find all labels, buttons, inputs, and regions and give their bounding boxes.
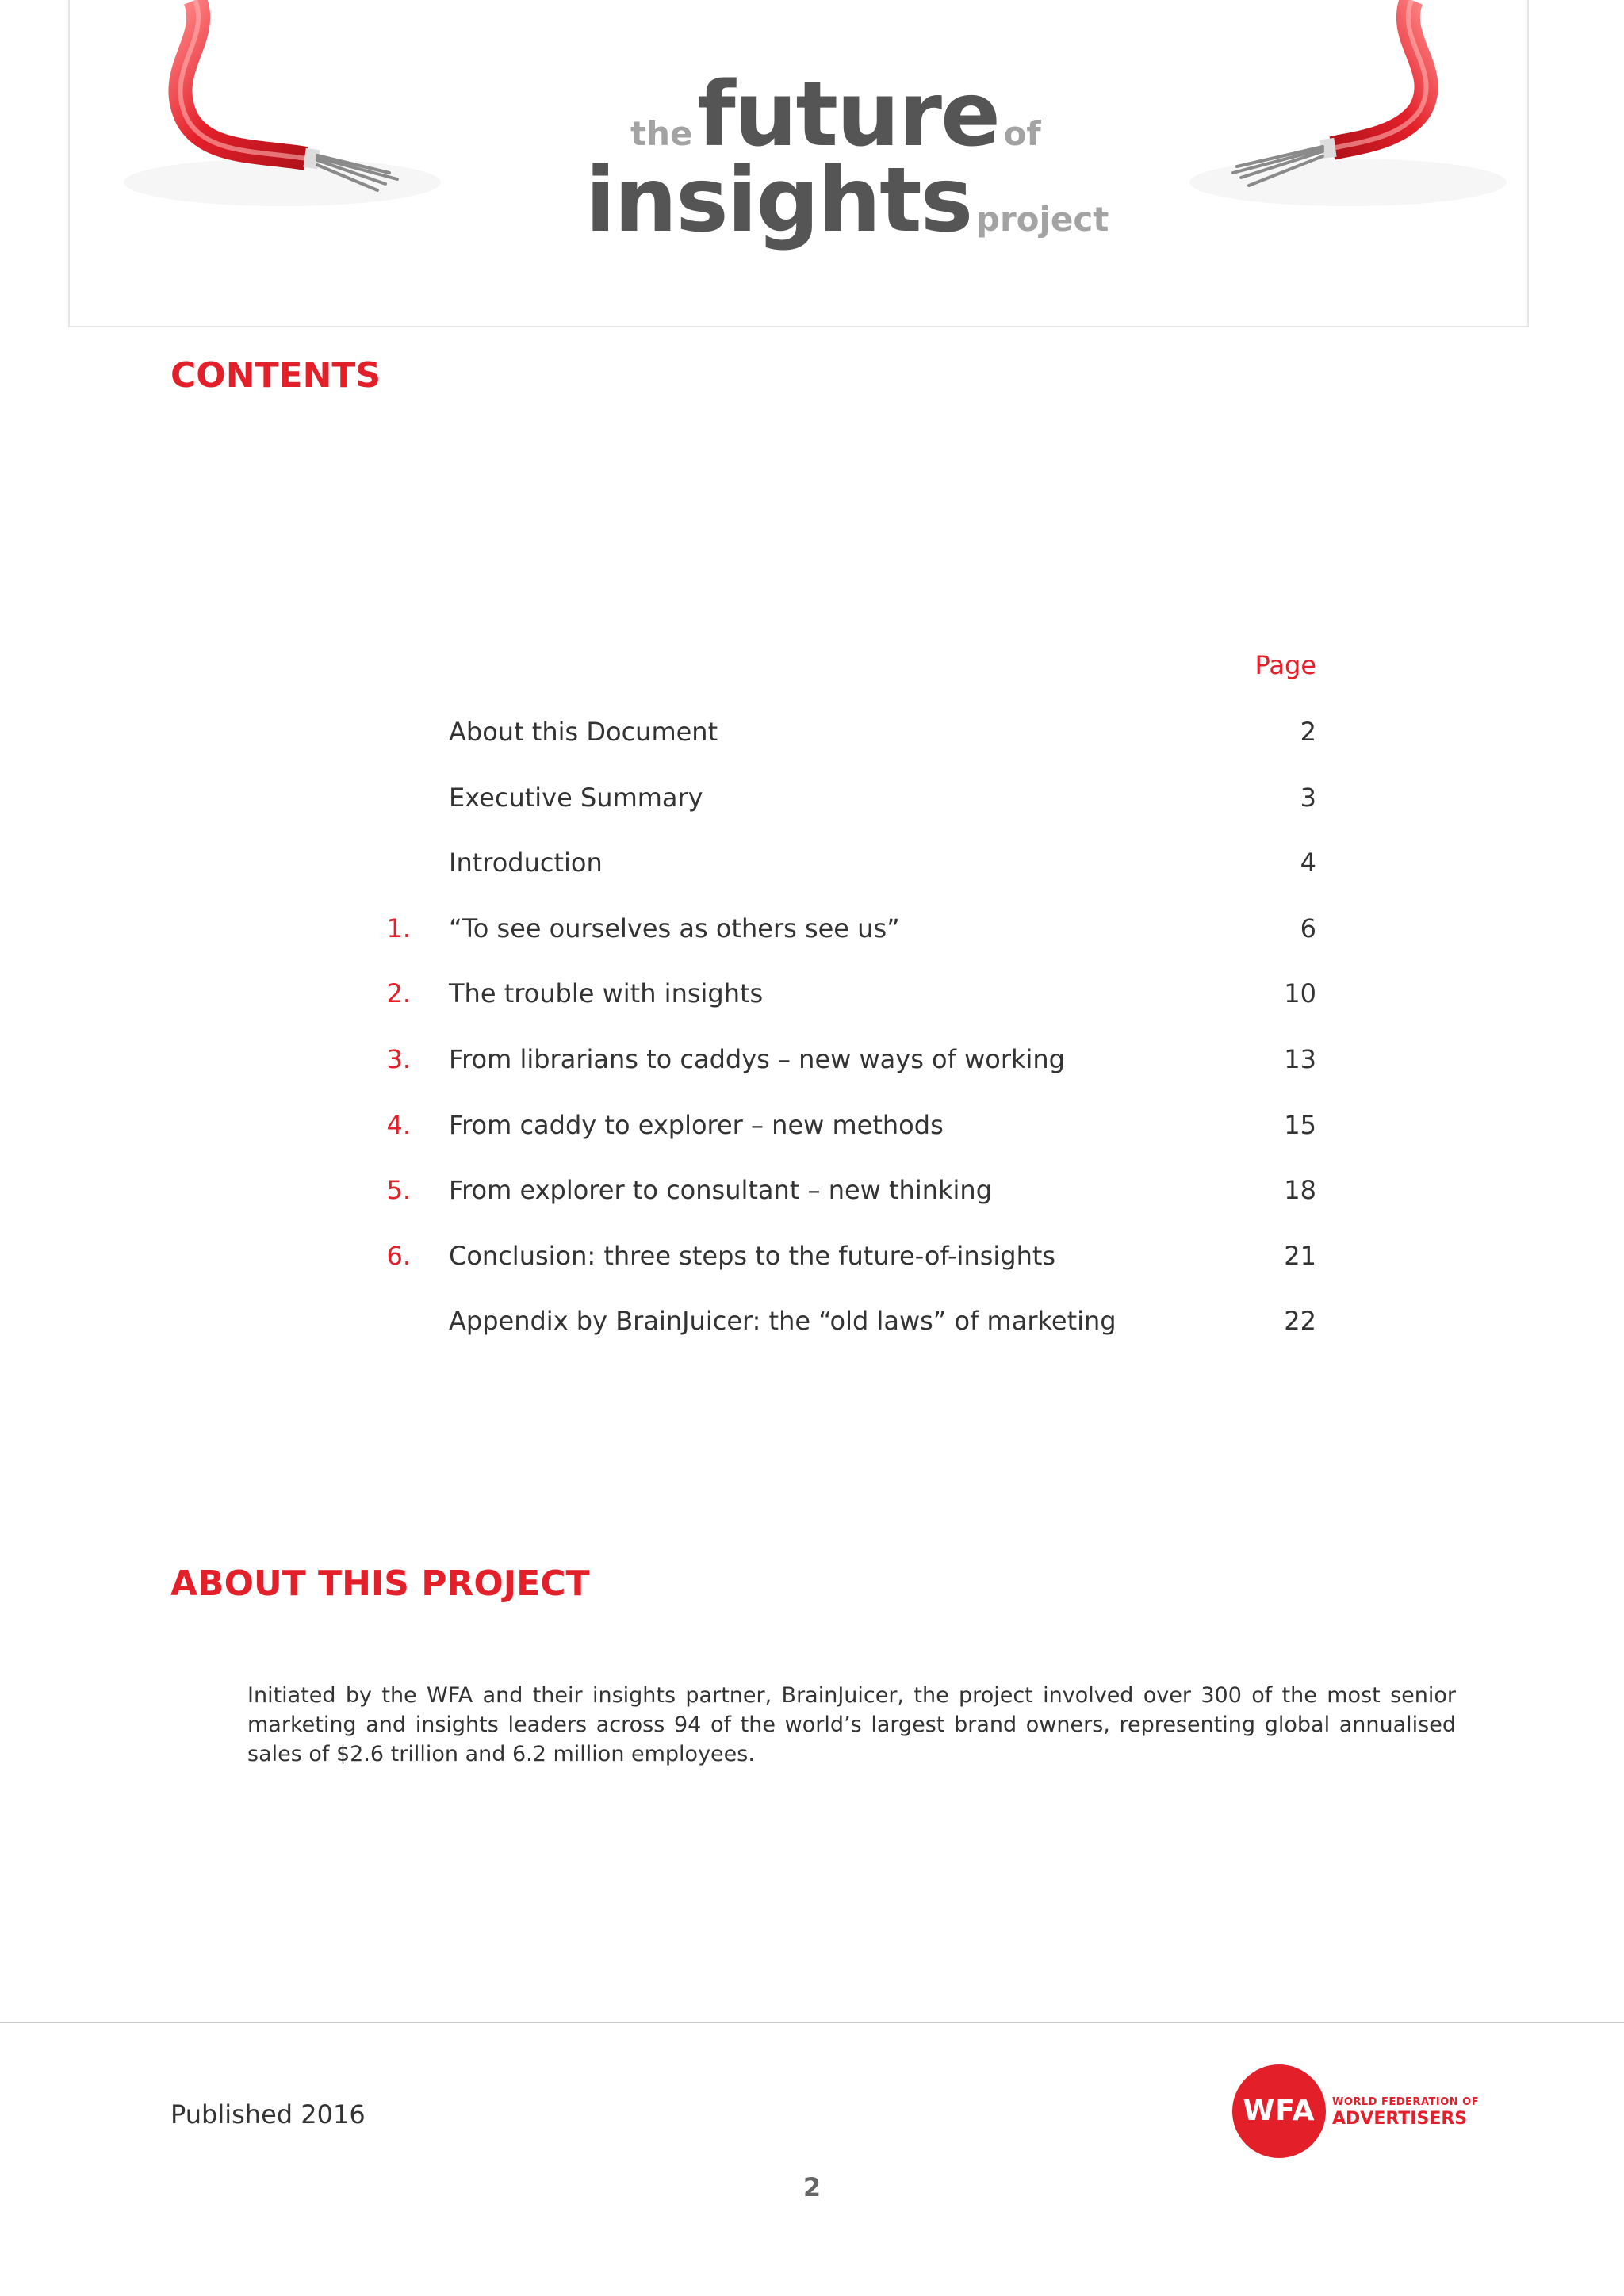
toc-entry-number: 6. [386, 1241, 411, 1271]
toc-entry[interactable] [373, 913, 1316, 961]
logo-word-of: of [1003, 114, 1041, 153]
about-project-heading: ABOUT THIS PROJECT [170, 1563, 590, 1604]
toc-entry-number: 4. [386, 1110, 411, 1140]
toc-entry-number: 3. [386, 1044, 411, 1074]
toc-entry-title: From librarians to caddys – new ways of working [449, 1044, 1065, 1074]
toc-entry[interactable] [373, 848, 1316, 895]
toc-entry[interactable] [373, 1110, 1316, 1158]
logo-word-the: the [630, 114, 693, 153]
toc-entry-page: 2 [1300, 717, 1316, 747]
toc-entry-title: Executive Summary [449, 783, 703, 813]
logo-word-project: project [975, 200, 1109, 239]
toc-page-column-label: Page [1254, 650, 1316, 680]
logo-word-insights: insights [585, 149, 972, 252]
toc-entry-page: 22 [1284, 1306, 1316, 1336]
toc-entry-page: 18 [1284, 1175, 1316, 1205]
toc-entry-title: About this Document [449, 717, 718, 747]
toc-entry-page: 4 [1300, 848, 1316, 878]
toc-entry-title: From caddy to explorer – new methods [449, 1110, 944, 1140]
toc-entry[interactable] [373, 1175, 1316, 1223]
toc-entry[interactable] [373, 1241, 1316, 1288]
toc-entry-page: 15 [1284, 1110, 1316, 1140]
toc-entry-number: 1. [386, 913, 411, 943]
logo-word-future: future [697, 63, 999, 166]
wfa-logo-mark: WFA [1232, 2064, 1326, 2158]
wfa-logo-line2: ADVERTISERS [1332, 2109, 1468, 2129]
toc-entry-title: Conclusion: three steps to the future-of-insights [449, 1241, 1056, 1271]
toc-entry[interactable] [373, 717, 1316, 764]
toc-entry-page: 10 [1284, 978, 1316, 1008]
toc-entry-title: “To see ourselves as others see us” [449, 913, 900, 943]
wfa-logo-line1: WORLD FEDERATION OF [1332, 2096, 1480, 2108]
toc-entry[interactable] [373, 783, 1316, 830]
toc-entry[interactable] [373, 1044, 1316, 1092]
toc-entry-page: 13 [1284, 1044, 1316, 1074]
page-number: 2 [802, 2172, 822, 2202]
toc-entry[interactable] [373, 978, 1316, 1026]
contents-heading: CONTENTS [170, 355, 381, 396]
toc-entry-number: 2. [386, 978, 411, 1008]
published-date: Published 2016 [170, 2099, 366, 2130]
footer-divider [0, 2022, 1624, 2023]
toc-entry-page: 21 [1284, 1241, 1316, 1271]
toc-entry-number: 5. [386, 1175, 411, 1205]
toc-entry-title: The trouble with insights [449, 978, 764, 1008]
wfa-logo [1232, 2061, 1480, 2161]
toc-entry-title: Appendix by BrainJuicer: the “old laws” of marketing [449, 1306, 1116, 1336]
toc-entry-page: 6 [1300, 913, 1316, 943]
about-project-body: Initiated by the WFA and their insights partner, BrainJuicer, the project involved over 300 of the most senior marketing and insights leaders across 94 of the world’s largest brand owners, representing global annualised sales of $2.6 trillion and 6.2 million employees. [247, 1683, 1456, 1766]
toc-entry-page: 3 [1300, 783, 1316, 813]
toc-entry-title: Introduction [449, 848, 603, 878]
toc-entry-title: From explorer to consultant – new thinking [449, 1175, 993, 1205]
future-of-insights-logo [0, 55, 1624, 262]
toc-entry[interactable] [373, 1306, 1316, 1353]
